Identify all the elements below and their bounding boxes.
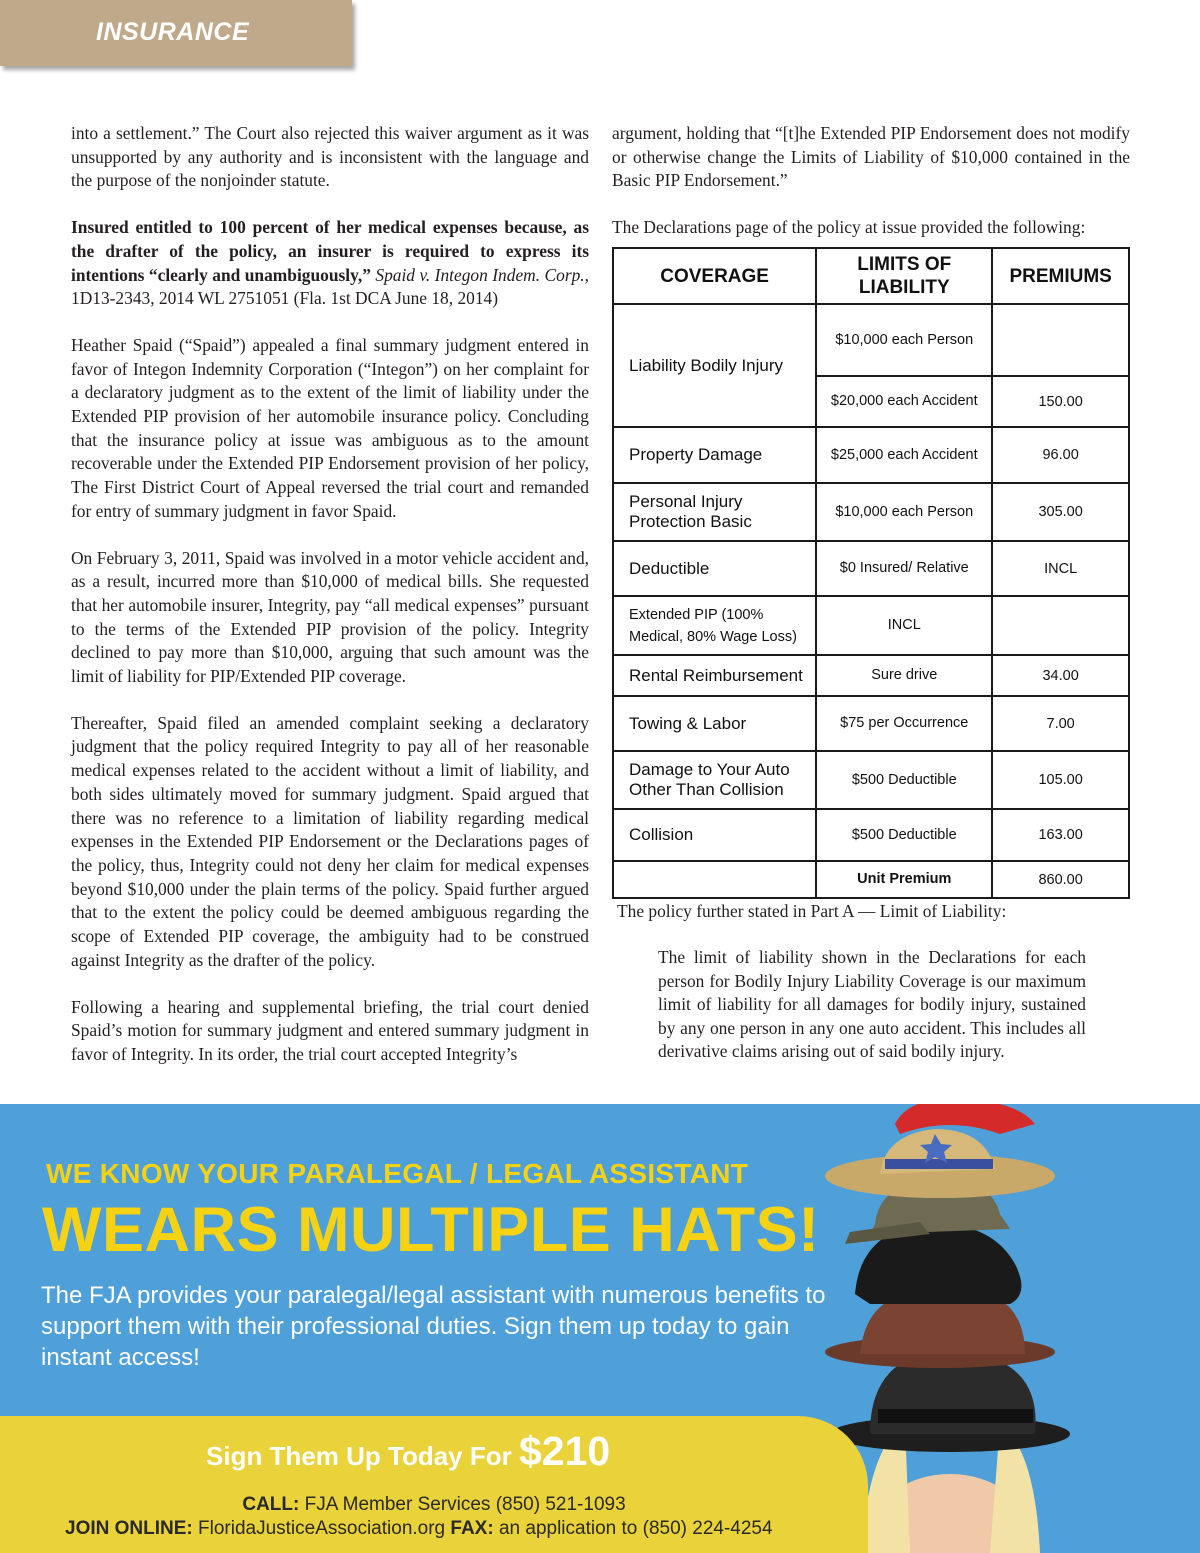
coverage-cell: Liability Bodily Injury (613, 304, 816, 427)
ad-price: $210 (518, 1428, 611, 1474)
premium-cell: 7.00 (992, 696, 1129, 751)
section-tab (0, 0, 352, 66)
premium-cell: INCL (992, 541, 1129, 596)
premium-cell: 860.00 (992, 861, 1129, 898)
advertisement (0, 1104, 1200, 1553)
premium-cell (992, 596, 1129, 655)
limit-cell: $500 Deductible (816, 751, 992, 809)
call-label: CALL: (242, 1494, 300, 1515)
table-row (613, 596, 1129, 655)
case-citation-detail: , 1D13-2343, 2014 WL 2751051 (Fla. 1st DCA June 18, 2014) (71, 264, 589, 309)
section-label: INSURANCE (96, 18, 250, 46)
coverage-cell: Personal Injury Protection Basic (613, 483, 816, 541)
case-citation-name: Spaid v. Integon Indem. Corp. (375, 264, 585, 285)
paragraph: The Declarations page of the policy at issue provided the following: (612, 217, 1086, 238)
paragraph: argument, holding that “[t]he Extended PIP Endorsement does not modify or otherwise change the Limits of Liability of $10,000 contained in the Basic PIP Endorsement.” (612, 123, 1130, 191)
table-header-row (613, 248, 1129, 304)
fax-text: an application to (850) 224-4254 (493, 1518, 773, 1539)
ad-call-line (0, 1494, 868, 1516)
limit-cell: $20,000 each Accident (816, 376, 992, 427)
table-row (613, 751, 1129, 809)
paragraph: Thereafter, Spaid filed an amended complaint seeking a declaratory judgment that the policy required Integrity to pay all of her reasonable medical expenses related to the accident without a limit of liability, and both sides ultimately moved for summary judgment. Spaid argued that there was no reference to a limitation of liability regarding medical expenses in the Extended PIP Endorsement or the Declarations pages of the policy, thus, Integrity could not deny her claim for medical expenses beyond $10,000 under the plain terms of the policy. Spaid further argued that to the extent the policy could be deemed ambiguous regarding the scope of Extended PIP coverage, the ambiguity had to be construed against Integrity as the drafter of the policy. (71, 712, 589, 970)
paragraph: The policy further stated in Part A — Limit of Liability: (617, 901, 1007, 921)
limit-cell: $500 Deductible (816, 809, 992, 861)
case-heading-text: Insured entitled to 100 percent of her medical expenses because, as the drafter of the policy, an insurer is required to express its intentions “clearly and unambiguously,” (71, 217, 589, 285)
paragraph: On February 3, 2011, Spaid was involved in a motor vehicle accident and, as a result, incurred more than $10,000 of medical bills. She requested that her automobile insurer, Integrity, pay “all medical expenses” pursuant to the terms of the Extended PIP provision of the policy. Integrity declined to pay more than $10,000, arguing that such amount was the limit of liability for PIP/Extended PIP coverage. (71, 547, 589, 687)
limit-cell: INCL (816, 596, 992, 655)
table-row (613, 861, 1129, 898)
table-row (613, 427, 1129, 483)
limit-cell: $25,000 each Accident (816, 427, 992, 483)
limit-cell: $75 per Occurrence (816, 696, 992, 751)
coverage-cell (613, 861, 816, 898)
ad-cta-band (0, 1416, 868, 1553)
premium-cell: 96.00 (992, 427, 1129, 483)
ad-headline-big: WEARS MULTIPLE HATS! (42, 1195, 820, 1265)
join-label: JOIN ONLINE: (65, 1518, 193, 1539)
fax-label: FAX: (450, 1518, 494, 1539)
limit-cell: Sure drive (816, 655, 992, 696)
table-header: PREMIUMS (992, 248, 1129, 304)
ad-join-line (0, 1518, 868, 1540)
paragraph: Heather Spaid (“Spaid”) appealed a final summary judgment entered in favor of Integon Indemnity Corporation (“Integon”) on her complaint for a declaratory judgment as to the extent of the limit of liability under the Extended PIP provision of her automobile insurance policy. Concluding that the insurance policy at issue was ambiguous as to the amount recoverable under the Extended PIP Endorsement provision of her policy, The First District Court of Appeal reversed the trial court and remanded for entry of summary judgment in favor Spaid. (71, 334, 589, 521)
ad-headline-small: WE KNOW YOUR PARALEGAL / LEGAL ASSISTANT (46, 1158, 749, 1189)
limit-cell: $10,000 each Person (816, 304, 992, 376)
coverage-cell: Damage to Your Auto Other Than Collision (613, 751, 816, 809)
ad-body: The FJA provides your paralegal/legal assistant with numerous benefits to support them with their professional duties. Sign them up today to gain instant access! (41, 1282, 826, 1371)
premium-cell: 34.00 (992, 655, 1129, 696)
paragraph: Following a hearing and supplemental briefing, the trial court denied Spaid’s motion for summary judgment and entered summary judgment in favor of Integrity. In its order, the trial court accepted Integrity’s (71, 996, 589, 1064)
coverage-cell: Property Damage (613, 427, 816, 483)
block-quote: The limit of liability shown in the Declarations for each person for Bodily Injury Liability Coverage is our maximum limit of liability for all damages for bodily injury, sustained by any one person in any one auto accident. This includes all derivative claims arising out of said bodily injury. (658, 947, 1086, 1061)
table-row (613, 483, 1129, 541)
ad-cta-text: Sign Them Up Today For (206, 1441, 519, 1471)
limit-cell: Unit Premium (816, 861, 992, 898)
limit-cell: $10,000 each Person (816, 483, 992, 541)
ad-cta (206, 1428, 610, 1475)
declarations-table (612, 247, 1130, 899)
table-row (613, 809, 1129, 861)
right-column (612, 122, 1130, 263)
coverage-cell: Deductible (613, 541, 816, 596)
coverage-cell: Towing & Labor (613, 696, 816, 751)
left-column (71, 122, 589, 1090)
premium-cell: 163.00 (992, 809, 1129, 861)
premium-cell (992, 304, 1129, 376)
coverage-cell: Collision (613, 809, 816, 861)
table-row (613, 304, 1129, 376)
premium-cell: 150.00 (992, 376, 1129, 427)
paragraph: into a settlement.” The Court also rejected this waiver argument as it was unsupported by any authority and is inconsistent with the language and the purpose of the nonjoinder statute. (71, 123, 589, 191)
coverage-cell: Extended PIP (100% Medical, 80% Wage Loss) (613, 596, 816, 655)
limit-cell: $0 Insured/ Relative (816, 541, 992, 596)
join-url[interactable]: FloridaJusticeAssociation.org (192, 1518, 451, 1539)
premium-cell: 105.00 (992, 751, 1129, 809)
table-row (613, 541, 1129, 596)
table-header: LIMITS OF LIABILITY (816, 248, 992, 304)
table-row (613, 655, 1129, 696)
table-header: COVERAGE (613, 248, 816, 304)
premium-cell: 305.00 (992, 483, 1129, 541)
call-text: FJA Member Services (850) 521-1093 (299, 1494, 626, 1515)
case-heading (71, 216, 589, 311)
table-row (613, 696, 1129, 751)
coverage-cell: Rental Reimbursement (613, 655, 816, 696)
